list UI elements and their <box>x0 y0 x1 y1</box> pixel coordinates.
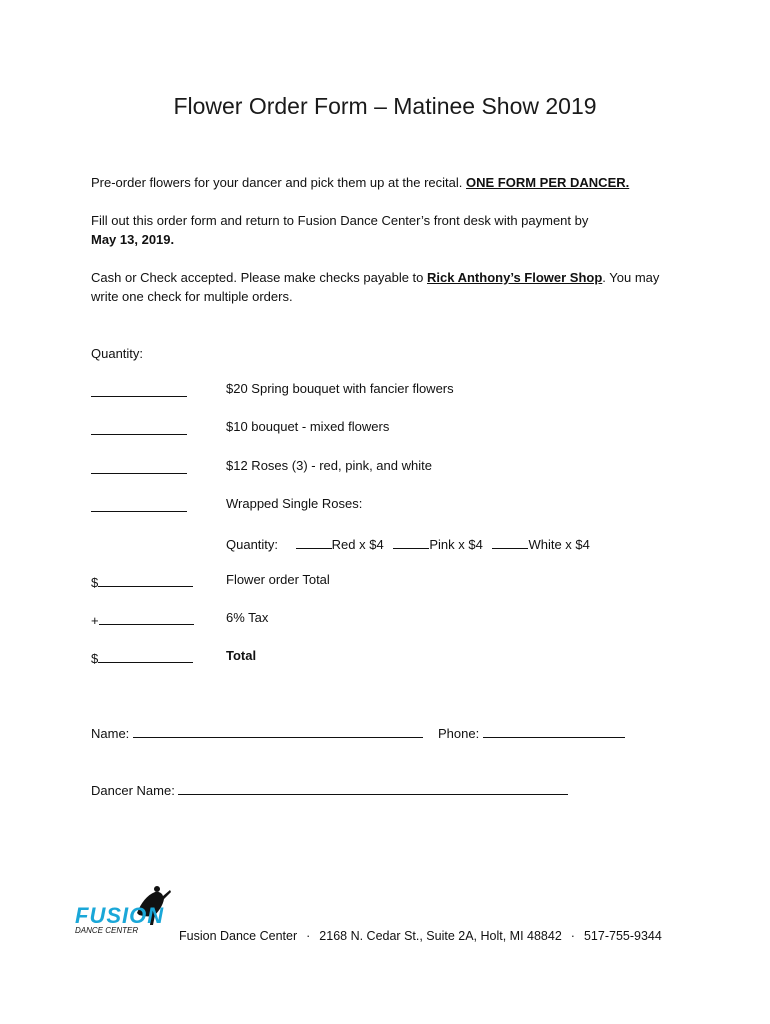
total-label: Total <box>226 648 257 663</box>
subtotal-label: Flower order Total <box>226 572 330 587</box>
total-prefix: $ <box>91 651 99 666</box>
item-roses: $12 Roses (3) - red, pink, and white <box>226 458 432 473</box>
quantity-field-spring-bouquet[interactable] <box>91 396 187 397</box>
logo-wordmark: FUSION <box>75 903 165 928</box>
white-roses-field[interactable] <box>492 534 528 549</box>
quantity-label: Quantity: <box>91 346 144 361</box>
subtotal-prefix: $ <box>91 575 99 590</box>
item-spring-bouquet: $20 Spring bouquet with fancier flowers <box>226 381 454 396</box>
deadline-paragraph <box>91 211 588 249</box>
item-single-roses: Wrapped Single Roses: <box>226 496 363 511</box>
footer-org: Fusion Dance Center <box>179 929 298 943</box>
intro-paragraph <box>91 173 629 192</box>
tax-field[interactable] <box>99 610 194 625</box>
footer-phone: 517-755-9344 <box>583 929 662 943</box>
page-title: Flower Order Form – Matinee Show 2019 <box>173 93 597 119</box>
intro-text: Pre-order flowers for your dancer and pick them up at the recital. <box>91 175 467 190</box>
payment-text-after: . You may <box>602 270 660 285</box>
total-row <box>91 648 193 666</box>
deadline-text: Fill out this order form and return to Fusion Dance Center’s front desk with payment by <box>91 213 589 228</box>
subtotal-field[interactable] <box>98 572 193 587</box>
intro-emphasis: ONE FORM PER DANCER. <box>466 175 630 190</box>
single-roses-quantity-label: Quantity: <box>226 537 279 552</box>
tax-prefix: + <box>91 613 99 628</box>
tax-row <box>91 610 194 628</box>
phone-row <box>438 723 625 743</box>
item-mixed-bouquet: $10 bouquet - mixed flowers <box>226 419 390 434</box>
red-roses-field[interactable] <box>296 534 332 549</box>
dancer-name-label: Dancer Name: <box>91 783 175 798</box>
payment-text: Cash or Check accepted. Please make checks payable to <box>91 270 428 285</box>
payment-line2: write one check for multiple orders. <box>91 289 293 304</box>
dancer-name-field[interactable] <box>178 780 568 795</box>
name-row <box>91 723 423 743</box>
name-field[interactable] <box>133 723 423 738</box>
quantity-field-mixed-bouquet[interactable] <box>91 434 187 435</box>
footer-separator: · <box>570 929 575 943</box>
footer-address: 2168 N. Cedar St., Suite 2A, Holt, MI 48842 <box>319 929 562 943</box>
total-field[interactable] <box>98 648 193 663</box>
dancer-row <box>91 780 568 800</box>
payee-name: Rick Anthony’s Flower Shop <box>427 270 603 285</box>
footer-separator: · <box>306 929 311 943</box>
phone-label: Phone: <box>438 726 480 741</box>
single-roses-row <box>226 534 590 552</box>
footer <box>179 929 662 943</box>
logo-subtitle: DANCE CENTER <box>75 926 139 935</box>
name-label: Name: <box>91 726 130 741</box>
phone-field[interactable] <box>483 723 625 738</box>
red-roses-label: Red x $4 <box>331 537 384 552</box>
payment-paragraph <box>91 268 659 306</box>
subtotal-row <box>91 572 193 590</box>
quantity-field-single-roses[interactable] <box>91 511 187 512</box>
deadline-date: May 13, 2019. <box>91 232 175 247</box>
pink-roses-label: Pink x $4 <box>429 537 483 552</box>
white-roses-label: White x $4 <box>528 537 590 552</box>
fusion-logo <box>73 885 178 943</box>
pink-roses-field[interactable] <box>393 534 429 549</box>
tax-label: 6% Tax <box>226 610 269 625</box>
quantity-field-roses[interactable] <box>91 473 187 474</box>
